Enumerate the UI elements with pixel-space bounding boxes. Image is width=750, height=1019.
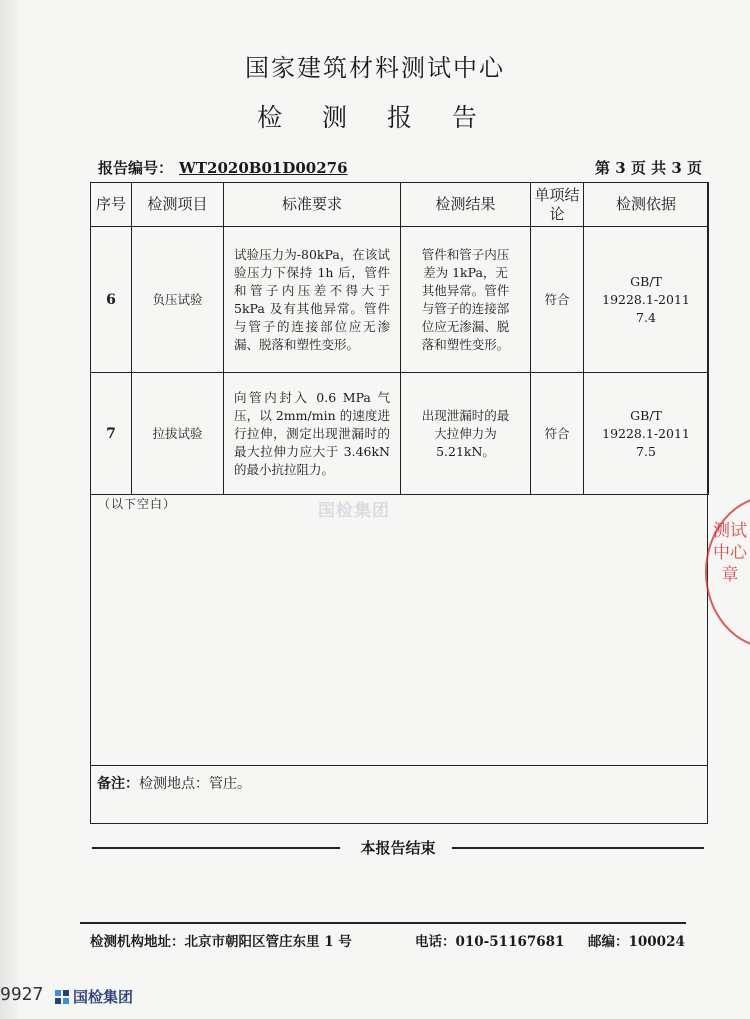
header-serial: 序号 <box>91 183 132 227</box>
seal-text: 测试中心章 <box>713 521 747 585</box>
row-result: 管件和管子内压差为 1kPa，无其他异常。管件与管子的连接部位应无渗漏、脱落和塑性变形。 <box>401 227 531 373</box>
basis-clause: 7.5 <box>636 443 656 459</box>
end-line-right <box>452 847 704 849</box>
row-serial: 6 <box>91 227 132 373</box>
page-edge <box>0 0 18 1019</box>
row-result: 出现泄漏时的最大拉伸力为 5.21kN。 <box>401 373 531 495</box>
report-number: WT2020B01D00276 <box>179 159 348 177</box>
header-conclusion: 单项结论 <box>531 183 584 227</box>
footer-postcode: 邮编：100024 <box>588 934 685 950</box>
footer-divider <box>80 922 686 924</box>
footer-address: 检测机构地址：北京市朝阳区管庄东里 1 号 <box>90 934 352 950</box>
footer-phone: 电话：010-51167681 <box>415 934 565 950</box>
basis-code: 19228.1-2011 <box>602 425 690 441</box>
watermark: 国检集团 <box>318 501 390 521</box>
blank-below-note: （以下空白） <box>98 497 177 511</box>
remarks <box>97 773 251 793</box>
header-result: 检测结果 <box>401 183 531 227</box>
row-requirement: 试验压力为-80kPa，在该试验压力下保持 1h 后，管件和管子内压差不得大于 5kPa 及有其他异常。管件与管子的连接部位应无渗漏、脱落和塑性变形。 <box>224 227 401 373</box>
basis-standard: GB/T <box>630 407 662 423</box>
institution-title: 国家建筑材料测试中心 <box>245 54 505 82</box>
row-item: 拉拔试验 <box>132 373 224 495</box>
bottom-number: 9927 <box>0 984 44 1005</box>
table-row <box>91 373 709 495</box>
basis-standard: GB/T <box>630 273 662 289</box>
report-end <box>92 837 704 857</box>
row-requirement: 向管内封入 0.6 MPa 气压，以 2mm/min 的速度进行拉伸，测定出现泄漏时的最大拉伸力应大于 3.46kN 的最小抗拉阻力。 <box>224 373 401 495</box>
row-serial: 7 <box>91 373 132 495</box>
row-conclusion: 符合 <box>531 373 584 495</box>
basis-clause: 7.4 <box>636 309 656 325</box>
remarks-text: 检测地点：管庄。 <box>139 776 251 792</box>
table-header-row <box>91 183 709 227</box>
brand-logo <box>55 986 133 1007</box>
basis-code: 19228.1-2011 <box>602 291 690 307</box>
remarks-divider <box>90 765 708 766</box>
header-item: 检测项目 <box>132 183 224 227</box>
brand-name: 国检集团 <box>73 988 134 1006</box>
row-conclusion: 符合 <box>531 227 584 373</box>
row-basis <box>584 227 709 373</box>
row-basis <box>584 373 709 495</box>
page-info: 第 3 页 共 3 页 <box>595 159 702 177</box>
row-item: 负压试验 <box>132 227 224 373</box>
report-number-line <box>98 157 348 178</box>
table-row <box>91 227 709 373</box>
brand-logo-icon <box>55 990 69 1004</box>
report-number-label: 报告编号： <box>98 159 174 177</box>
remarks-label: 备注： <box>97 776 139 792</box>
results-table <box>90 182 709 495</box>
document-title: 检 测 报 告 <box>257 103 493 132</box>
header-basis: 检测依据 <box>584 183 709 227</box>
report-end-text: 本报告结束 <box>360 839 436 857</box>
header-requirement: 标准要求 <box>224 183 401 227</box>
